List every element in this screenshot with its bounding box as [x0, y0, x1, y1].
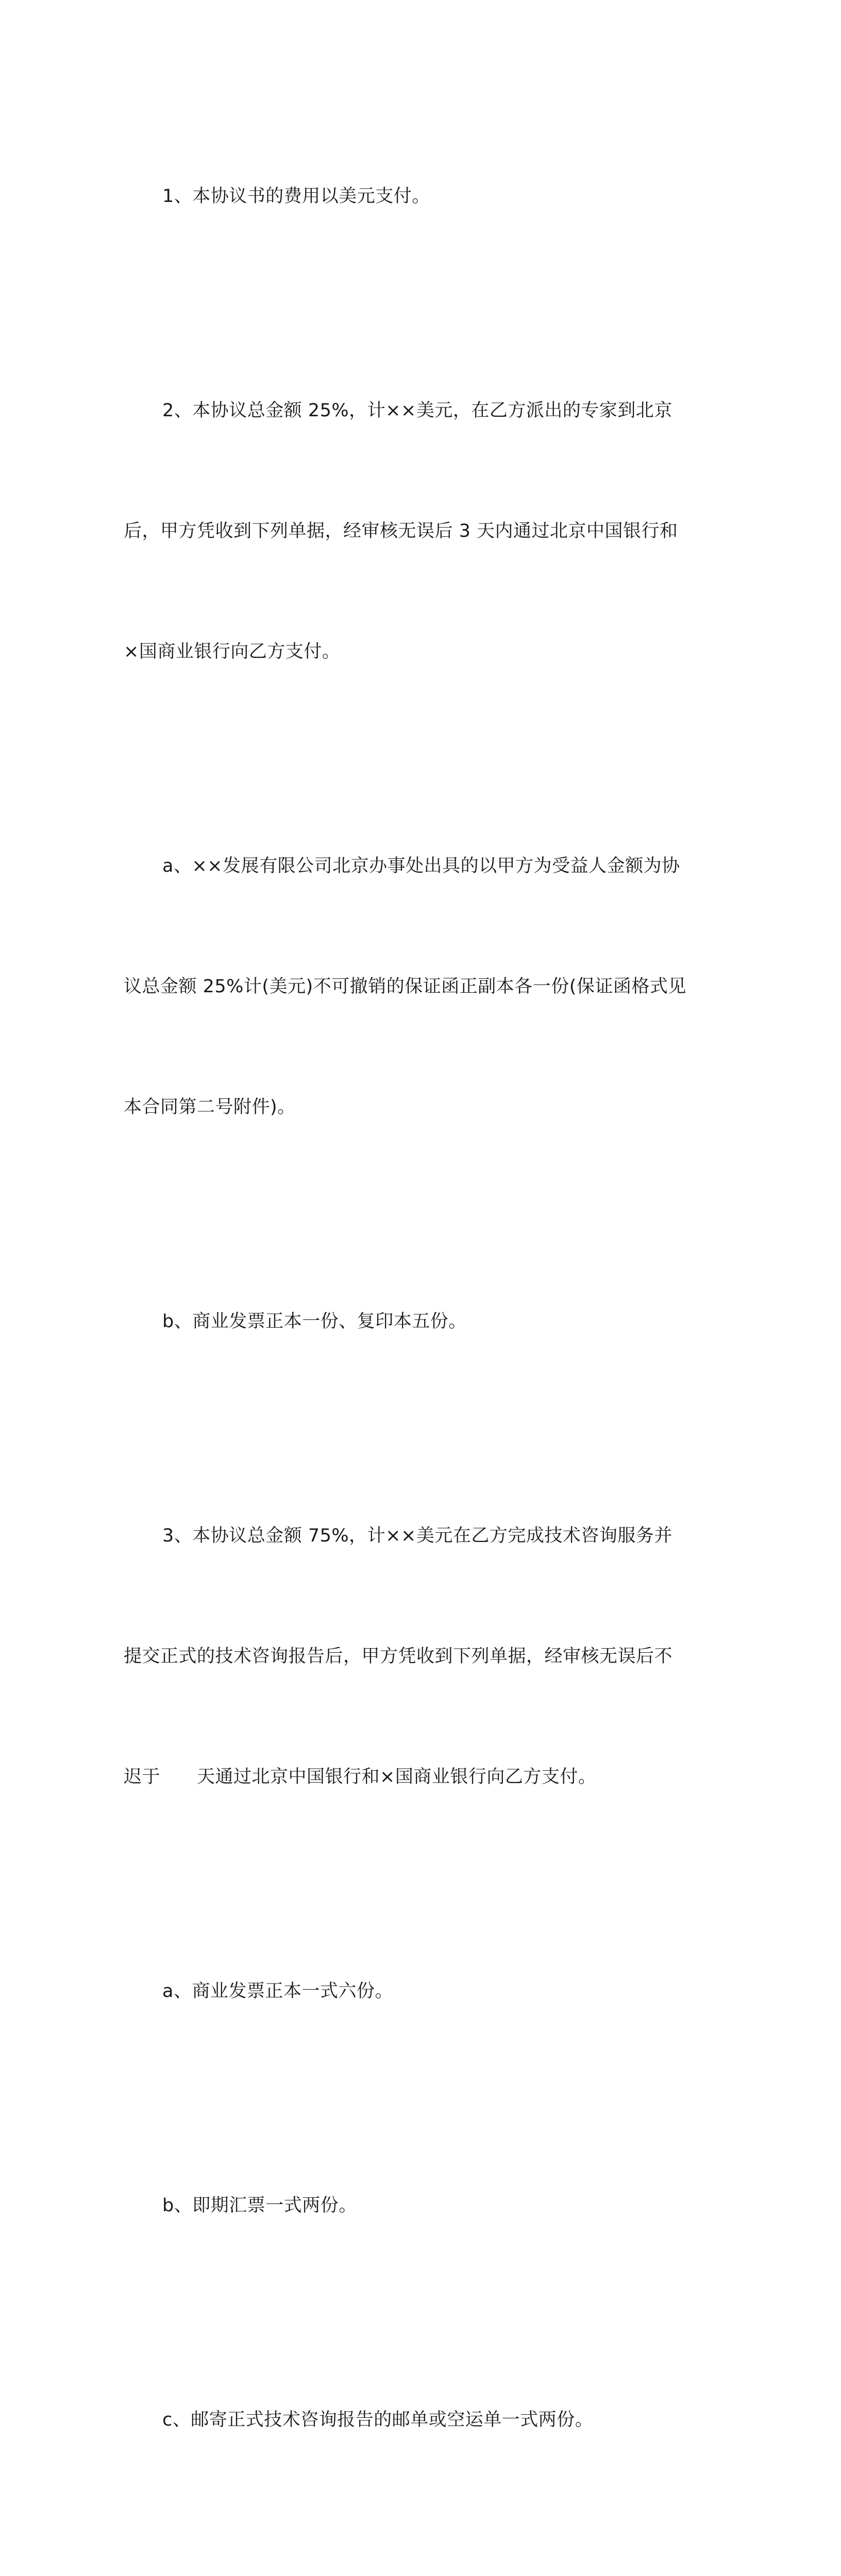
paragraph-line: 本合同第二号附件)。	[124, 1097, 296, 1117]
paragraph-1	[124, 96, 716, 297]
paragraph-line: 3、本协议总金额 75%，计××美元在乙方完成技术咨询服务并	[162, 1526, 672, 1546]
paragraph-line: a、××发展有限公司北京办事处出具的以甲方为受益人金额为协	[162, 856, 680, 876]
paragraph-3c	[124, 2319, 716, 2520]
paragraph-2	[124, 310, 716, 752]
paragraph-line: 1、本协议书的费用以美元支付。	[162, 186, 430, 207]
paragraph-line: 议总金额 25%计(美元)不可撤销的保证函正副本各一份(保证函格式见	[124, 976, 686, 997]
paragraph-3a	[124, 1891, 716, 2092]
paragraph-3b	[124, 2105, 716, 2306]
paragraph-2a	[124, 766, 716, 1208]
paragraph-line: 提交正式的技术咨询报告后，甲方凭收到下列单据，经审核无误后不	[124, 1646, 673, 1667]
paragraph-line: b、商业发票正本一份、复印本五份。	[162, 1311, 467, 1332]
paragraph-line: ×国商业银行向乙方支付。	[124, 641, 341, 662]
paragraph-line: 2、本协议总金额 25%，计××美元，在乙方派出的专家到北京	[162, 400, 672, 421]
document-body	[124, 96, 716, 2576]
paragraph-line: a、商业发票正本一式六份。	[162, 1981, 393, 2002]
paragraph-2b	[124, 1221, 716, 1422]
paragraph-line: 后，甲方凭收到下列单据，经审核无误后 3 天内通过北京中国银行和	[124, 521, 678, 541]
paragraph-line: 迟于 天通过北京中国银行和×国商业银行向乙方支付。	[124, 1767, 597, 1787]
paragraph-6	[124, 2534, 716, 2576]
paragraph-3	[124, 1435, 716, 1877]
paragraph-line: c、邮寄正式技术咨询报告的邮单或空运单一式两份。	[162, 2410, 594, 2430]
paragraph-line: b、即期汇票一式两份。	[162, 2195, 357, 2216]
